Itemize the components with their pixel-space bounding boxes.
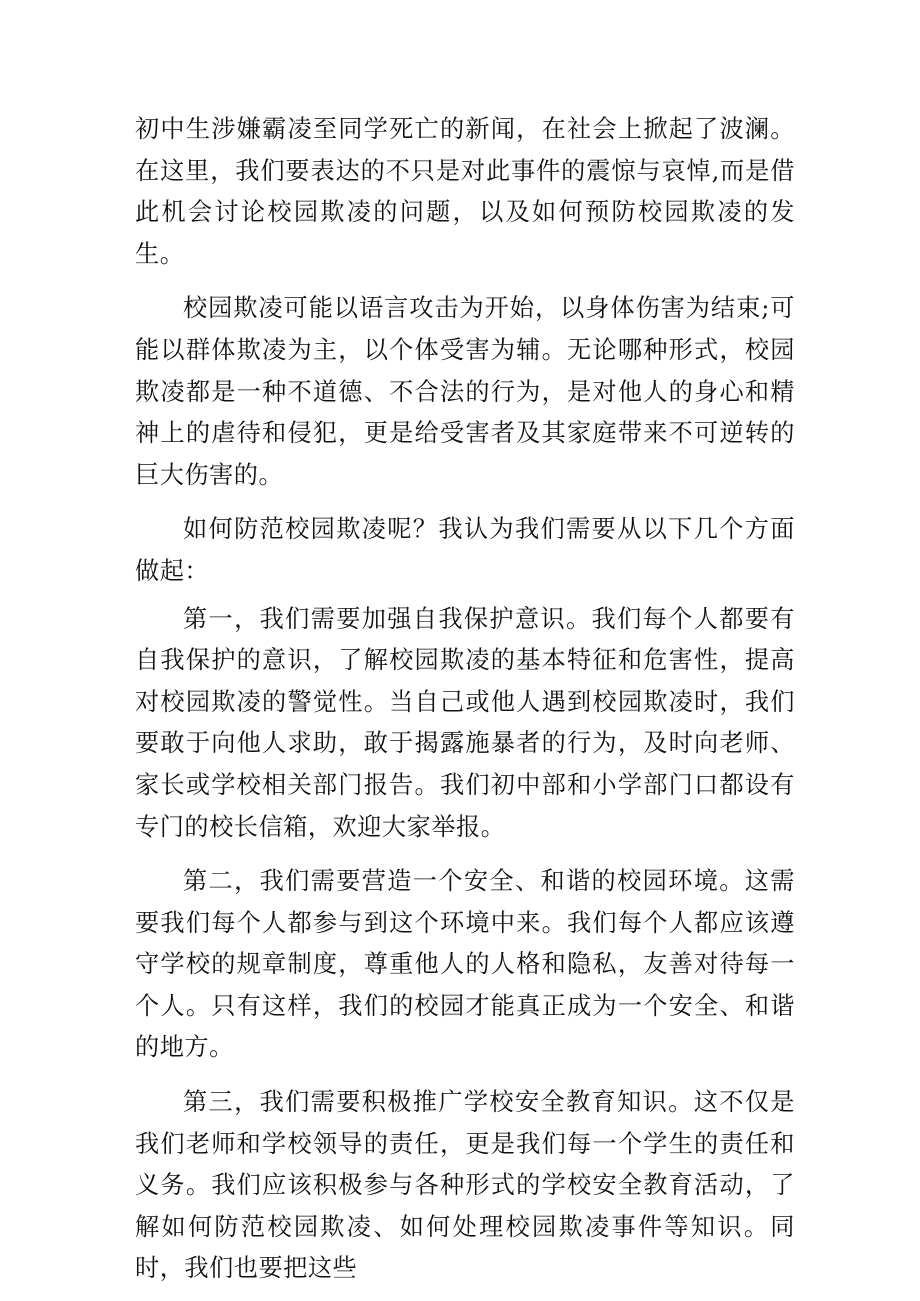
paragraph-3: 如何防范校园欺凌呢？我认为我们需要从以下几个方面做起：: [135, 515, 795, 585]
paragraph-2: 校园欺凌可能以语言攻击为开始，以身体伤害为结束;可能以群体欺凌为主，以个体受害为辅。无论哪种形式，校园欺凌都是一种不道德、不合法的行为，是对他人的身心和精神上的虐待和侵犯，更是给受害者及其家庭带来不可逆转的巨大伤害的。: [135, 294, 795, 489]
paragraph-6: 第三，我们需要积极推广学校安全教育知识。这不仅是我们老师和学校领导的责任，更是我们每一个学生的责任和义务。我们应该积极参与各种形式的学校安全教育活动，了解如何防范校园欺凌、如何处理校园欺凌事件等知识。同时，我们也要把这些: [135, 1088, 795, 1283]
paragraph-1: 初中生涉嫌霸凌至同学死亡的新闻，在社会上掀起了波澜。在这里，我们要表达的不只是对此事件的震惊与哀悼,而是借此机会讨论校园欺凌的问题，以及如何预防校园欺凌的发生。: [135, 115, 795, 268]
paragraph-4: 第一，我们需要加强自我保护意识。我们每个人都要有自我保护的意识，了解校园欺凌的基本特征和危害性，提高对校园欺凌的警觉性。当自己或他人遇到校园欺凌时，我们要敢于向他人求助，敢于揭露施暴者的行为，及时向老师、家长或学校相关部门报告。我们初中部和小学部门口都设有专门的校长信箱，欢迎大家举报。: [135, 604, 795, 841]
paragraph-5: 第二，我们需要营造一个安全、和谐的校园环境。这需要我们每个人都参与到这个环境中来。我们每个人都应该遵守学校的规章制度，尊重他人的人格和隐私，友善对待每一个人。只有这样，我们的校园才能真正成为一个安全、和谐的地方。: [135, 867, 795, 1062]
document-body: [135, 109, 795, 1290]
